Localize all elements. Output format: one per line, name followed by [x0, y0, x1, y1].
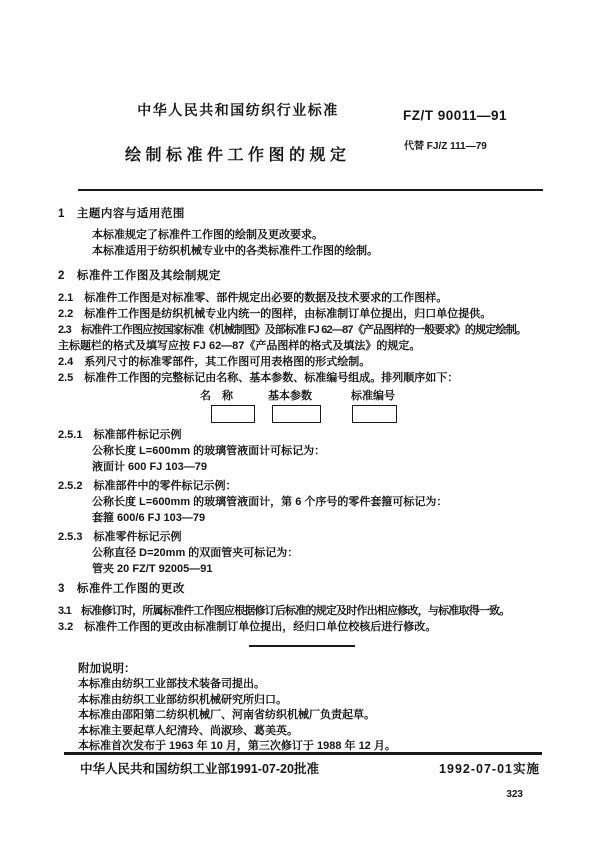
section-1-paragraph: 本标准适用于纺织机械专业中的各类标准件工作图的绘制。: [92, 245, 378, 257]
appendix-line: 本标准由纺织工业部技术装备司提出。: [78, 678, 265, 690]
appendix-line: 本标准首次发布于 1963 年 10 月，第三次修订于 1988 年 12 月。: [78, 740, 396, 752]
clause-2-5-2-heading: 2.5.2 标准部件中的零件标记示例：: [58, 480, 237, 492]
appendix-block: [58, 677, 546, 755]
end-of-text-divider: [249, 645, 355, 647]
clause-2-5: 2.5 标准件工作图的完整标记由名称、基本参数、标准编号组成。排列顺序如下：: [58, 372, 459, 384]
clause-2-5-2-marking: 套箍 600/6 FJ 103—79: [92, 512, 206, 524]
document-title: 绘制标准件工作图的规定: [125, 147, 351, 164]
implementation-date: 1992-07-01实施: [439, 762, 540, 776]
replaces-standard-note: 代替 FJ/Z 111—79: [404, 141, 487, 152]
clause-2-3-line-2: 主标题栏的格式及填写应按 FJ 62—87《产品图样的格式及填法》的规定。: [58, 340, 421, 352]
appendix-heading: 附加说明：: [78, 663, 136, 675]
section-2-heading: 2 标准件工作图及其绘制规定: [58, 270, 221, 282]
marking-label-name: 名 称: [200, 390, 233, 402]
section-3-heading: 3 标准件工作图的更改: [58, 583, 185, 595]
document-body: [58, 198, 546, 755]
marking-label-standard-number: 标准编号: [351, 390, 395, 402]
appendix-line: 本标准由邵阳第二纺织机械厂、河南省纺织机械厂负责起草。: [78, 709, 375, 721]
page-number: 323: [506, 789, 523, 800]
clause-2-3-line-1: 2.3 标准件工作图应按国家标准《机械制图》及部标准 FJ 62—87《产品图样的一般要求》的规定绘制。: [58, 324, 527, 336]
marking-box-name: [211, 405, 255, 423]
standard-type-line: 中华人民共和国纺织行业标准: [137, 102, 339, 118]
clause-2-5-3-heading: 2.5.3 标准零件标记示例: [58, 531, 182, 543]
marking-box-standard-number: [352, 405, 397, 423]
clause-2-5-1-heading: 2.5.1 标准部件标记示例: [58, 429, 182, 441]
clause-3-2: 3.2 标准件工作图的更改由标准制订单位提出，经归口单位校核后进行修改。: [58, 621, 437, 633]
clause-2-4: 2.4 系列尺寸的标准零部件，其工作图可用表格图的形式绘制。: [58, 356, 371, 368]
clause-3-1: 3.1 标准修订时，所属标准件工作图应根据修订后标准的规定及时作出相应修改，与标准取得一致。: [58, 605, 510, 617]
appendix-line: 本标准主要起草人纪清玲、尚淑珍、葛美英。: [78, 724, 298, 737]
marking-label-basic-params: 基本参数: [268, 390, 312, 402]
section-1-heading: 1 主题内容与适用范围: [58, 208, 185, 220]
marking-order-diagram: [58, 388, 546, 424]
section-1-paragraph: 本标准规定了标准件工作图的绘制及更改要求。: [92, 229, 323, 241]
clause-2-2: 2.2 标准件工作图是纺织机械专业内统一的图样，由标准制订单位提出，归口单位提供。: [58, 308, 492, 320]
clause-2-5-3-example: 公称直径 D=20mm 的双面管夹可标记为：: [92, 547, 299, 559]
clause-2-5-3-marking: 管夹 20 FZ/T 92005—91: [92, 563, 213, 575]
clause-2-5-2-example: 公称长度 L=600mm 的玻璃管液面计，第 6 个序号的零件套箍可标记为：: [92, 496, 448, 508]
marking-box-basic-params: [272, 405, 321, 423]
header-rule: [78, 189, 543, 191]
footer-rule: [64, 752, 542, 755]
standard-number: FZ/T 90011—91: [403, 108, 508, 123]
clause-2-5-1-marking: 液面计 600 FJ 103—79: [92, 461, 207, 473]
approval-line: 中华人民共和国纺织工业部1991-07-20批准: [80, 762, 319, 776]
clause-2-5-1-example: 公称长度 L=600mm 的玻璃管液面计可标记为：: [92, 445, 326, 457]
clause-2-1: 2.1 标准件工作图是对标准零、部件规定出必要的数据及技术要求的工作图样。: [58, 292, 448, 304]
appendix-line: 本标准由纺织工业部纺织机械研究所归口。: [78, 693, 287, 706]
